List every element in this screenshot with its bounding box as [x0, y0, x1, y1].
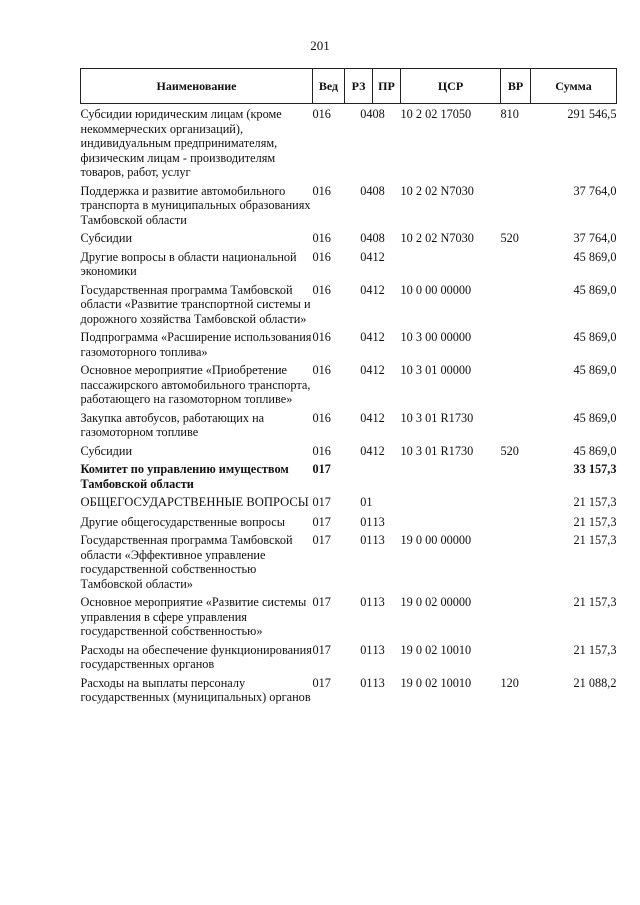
header-ved: Вед [313, 69, 345, 104]
table-row [81, 231, 617, 250]
cell-pr: 13 [372, 533, 385, 547]
cell-sum: 45 869,0 [573, 330, 617, 344]
cell-pr: 13 [372, 595, 385, 609]
table-row [81, 250, 617, 283]
cell-vr: 810 [500, 107, 519, 121]
cell-sum: 37 764,0 [573, 183, 617, 198]
cell-ved: 016 [312, 249, 331, 264]
cell-pr: 08 [372, 231, 385, 245]
table-row [81, 411, 617, 444]
cell-vr: 120 [500, 675, 519, 690]
cell-rz: 01 [360, 595, 373, 609]
page-number: 201 [310, 38, 330, 53]
cell-ved: 016 [312, 282, 331, 297]
cell-ved: 016 [312, 183, 331, 198]
cell-ved: 017 [312, 675, 331, 690]
cell-ved: 016 [312, 410, 331, 425]
header-vr: ВР [501, 69, 531, 104]
table-row [81, 363, 617, 411]
cell-csr [401, 515, 501, 534]
cell-rz: 04 [360, 183, 373, 198]
cell-csr: 10 3 01 00000 [400, 363, 472, 377]
cell-vr [501, 250, 531, 283]
cell-sum: 291 546,5 [567, 107, 617, 121]
cell-ved: 016 [312, 330, 331, 344]
cell-csr: 19 0 02 00000 [400, 595, 472, 609]
cell-pr [373, 462, 401, 495]
cell-csr: 10 3 01 R1730 [400, 410, 474, 425]
cell-ved: 016 [312, 231, 331, 245]
cell-ved: 017 [312, 595, 331, 609]
cell-name: Основное мероприятие «Приобретение пассажирского автомобильного транспорта, работающего на газомоторном топливе» [80, 363, 311, 406]
cell-vr [501, 462, 531, 495]
cell-sum: 21 157,3 [573, 595, 617, 609]
cell-name: Расходы на обеспечение функционирования государственных органов [80, 642, 312, 671]
table-row [81, 444, 617, 463]
cell-name: ОБЩЕГОСУДАРСТВЕННЫЕ ВОПРОСЫ [80, 495, 309, 509]
cell-sum: 45 869,0 [573, 282, 617, 297]
cell-ved: 016 [312, 107, 331, 121]
cell-sum: 21 088,2 [573, 675, 617, 690]
cell-rz: 01 [360, 533, 373, 547]
header-rz: РЗ [345, 69, 373, 104]
cell-csr: 10 2 02 17050 [400, 107, 472, 121]
cell-vr: 520 [500, 443, 519, 458]
cell-sum: 21 157,3 [573, 514, 617, 529]
table-row [81, 462, 617, 495]
cell-csr: 19 0 00 00000 [400, 533, 472, 547]
budget-table [80, 68, 617, 709]
cell-name: Субсидии [80, 443, 133, 458]
cell-pr: 12 [372, 282, 385, 297]
cell-csr [401, 250, 501, 283]
table-row [81, 595, 617, 643]
cell-rz: 04 [360, 107, 373, 121]
cell-vr [501, 595, 531, 643]
cell-ved: 016 [312, 363, 331, 377]
cell-rz: 04 [360, 363, 373, 377]
cell-name: Государственная программа Тамбовской области «Развитие транспортной системы и дорожного хозяйства Тамбовской области» [80, 282, 311, 326]
cell-name: Другие вопросы в области национальной экономики [80, 249, 297, 278]
cell-sum: 45 869,0 [573, 410, 617, 425]
cell-name: Другие общегосударственные вопросы [80, 514, 285, 529]
cell-sum: 21 157,3 [573, 642, 617, 657]
cell-vr [501, 330, 531, 363]
cell-rz: 04 [360, 410, 373, 425]
cell-name: Основное мероприятие «Развитие системы управления в сфере управления государственной собственностью» [80, 595, 307, 638]
cell-pr: 12 [372, 410, 385, 425]
cell-sum: 33 157,3 [573, 462, 617, 476]
cell-vr [501, 495, 531, 515]
cell-rz [345, 462, 373, 495]
table-row [81, 515, 617, 534]
cell-csr [401, 462, 501, 495]
cell-ved: 017 [312, 462, 331, 476]
cell-vr [501, 363, 531, 411]
cell-vr [501, 283, 531, 331]
cell-name: Подпрограмма «Расширение использования газомоторного топлива» [80, 330, 312, 359]
cell-rz: 01 [360, 495, 373, 509]
cell-rz: 04 [360, 443, 373, 458]
header-sum: Сумма [531, 69, 617, 104]
cell-sum: 45 869,0 [573, 363, 617, 377]
cell-pr: 13 [372, 514, 385, 529]
table-row [81, 104, 617, 184]
header-csr: ЦСР [401, 69, 501, 104]
cell-pr: 13 [372, 642, 385, 657]
cell-vr: 520 [500, 231, 519, 245]
cell-pr: 08 [372, 107, 385, 121]
cell-csr: 19 0 02 10010 [400, 675, 472, 690]
table-row [81, 643, 617, 676]
table-row [81, 533, 617, 595]
cell-name: Государственная программа Тамбовской области «Эффективное управление государственной собственностью Тамбовской области» [80, 533, 293, 591]
cell-name: Закупка автобусов, работающих на газомоторном топливе [80, 410, 265, 439]
cell-ved: 017 [312, 495, 331, 509]
cell-pr [373, 495, 401, 515]
cell-name: Субсидии [80, 231, 133, 245]
cell-pr: 08 [372, 183, 385, 198]
table-row [81, 283, 617, 331]
cell-pr: 12 [372, 363, 385, 377]
cell-name: Поддержка и развитие автомобильного транспорта в муниципальных образованиях Тамбовской области [80, 183, 311, 227]
table-body [81, 104, 617, 709]
cell-csr: 10 3 00 00000 [400, 330, 472, 344]
cell-rz: 04 [360, 330, 373, 344]
cell-sum: 21 157,3 [573, 533, 617, 547]
cell-csr: 19 0 02 10010 [400, 642, 472, 657]
cell-name: Субсидии юридическим лицам (кроме некоммерческих организаций), индивидуальным предпринимателям, физическим лицам - производителям товаров, работ, услуг [80, 107, 282, 179]
table-row [81, 330, 617, 363]
cell-rz: 01 [360, 675, 373, 690]
table-header [81, 69, 617, 104]
header-name: Наименование [81, 69, 313, 104]
cell-rz: 04 [360, 249, 373, 264]
cell-csr: 10 2 02 N7030 [400, 183, 474, 198]
cell-ved: 017 [312, 514, 331, 529]
cell-rz: 04 [360, 282, 373, 297]
cell-csr: 10 2 02 N7030 [400, 231, 474, 245]
header-pr: ПР [373, 69, 401, 104]
cell-ved: 017 [312, 533, 331, 547]
cell-vr [501, 533, 531, 595]
cell-vr [501, 515, 531, 534]
cell-rz: 01 [360, 642, 373, 657]
cell-pr: 12 [372, 249, 385, 264]
cell-vr [501, 184, 531, 232]
cell-rz: 01 [360, 514, 373, 529]
cell-rz: 04 [360, 231, 373, 245]
table-row [81, 676, 617, 709]
cell-sum: 45 869,0 [573, 443, 617, 458]
cell-pr: 12 [372, 443, 385, 458]
cell-name: Расходы на выплаты персоналу государственных (муниципальных) органов [80, 675, 311, 704]
cell-sum: 21 157,3 [573, 495, 617, 509]
cell-csr [401, 495, 501, 515]
cell-pr: 12 [372, 330, 385, 344]
table-row [81, 184, 617, 232]
cell-vr [501, 411, 531, 444]
cell-ved: 016 [312, 443, 331, 458]
cell-csr: 10 3 01 R1730 [400, 443, 474, 458]
cell-pr: 13 [372, 675, 385, 690]
cell-name: Комитет по управлению имуществом Тамбовской области [80, 462, 289, 491]
table-row [81, 495, 617, 515]
cell-csr: 10 0 00 00000 [400, 282, 472, 297]
cell-sum: 45 869,0 [573, 249, 617, 264]
cell-vr [501, 643, 531, 676]
cell-ved: 017 [312, 642, 331, 657]
cell-sum: 37 764,0 [573, 231, 617, 245]
